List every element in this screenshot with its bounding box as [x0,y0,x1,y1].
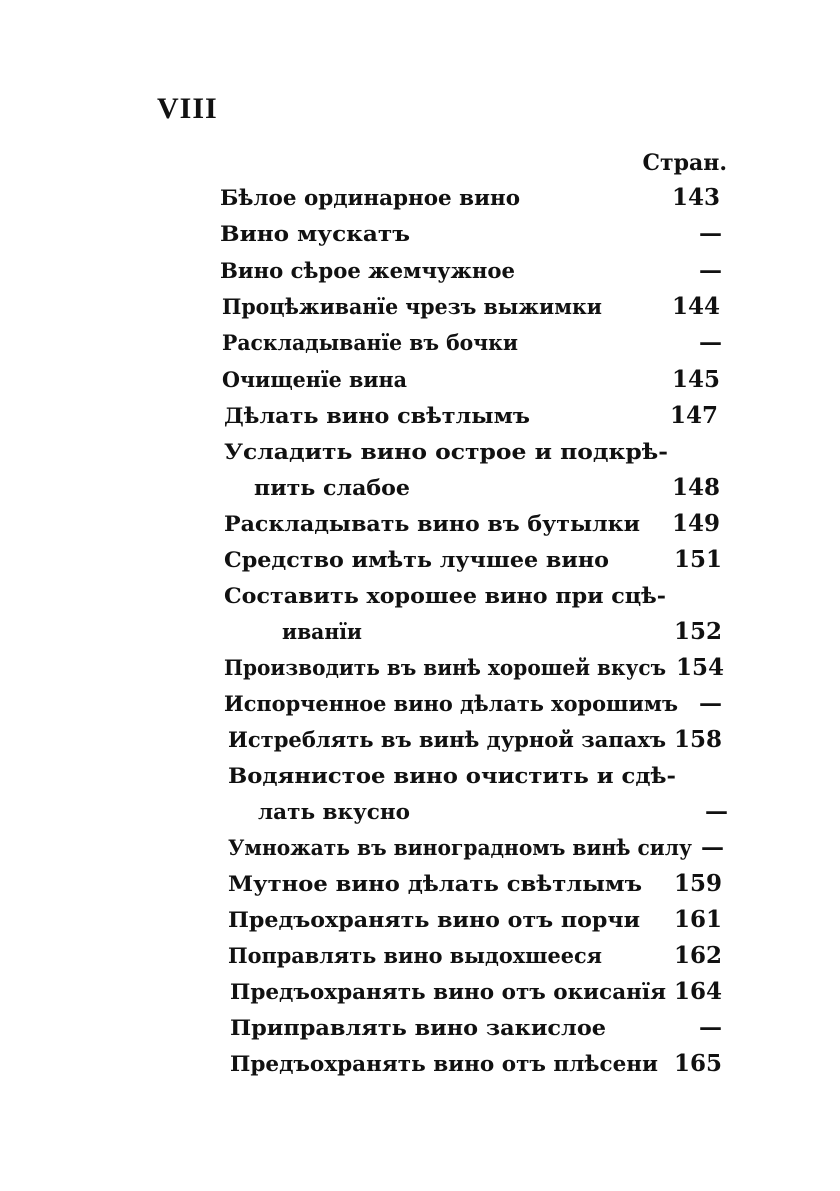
toc-entry [258,797,728,827]
toc-entry-title: Раскладывать вино въ бутылки [224,511,640,536]
toc-entry [224,689,722,719]
toc-entry-title: Вино сѣрое жемчужное [220,258,515,283]
toc-entry-title: Мутное вино дѣлать свѣтлымъ [228,871,642,896]
toc-entry-title: Приправлять вино закислое [230,1015,606,1040]
toc-entry-page: 152 [673,618,722,645]
toc-entry-title: Усладить вино острое и подкрѣ- [224,439,668,464]
toc-entry-title: Предъохранять вино отъ плѣсени [230,1051,658,1076]
toc-entry-page: — [699,690,722,717]
toc-entry [222,292,720,322]
toc-entry-page: 148 [671,474,720,501]
toc-entry-page: 165 [673,1050,722,1077]
toc-entry-title: Очищенїе вина [222,367,407,392]
toc-entry-page: 154 [675,654,724,681]
toc-entry-page: — [699,329,722,356]
toc-entry-title: Дѣлать вино свѣтлымъ [224,403,530,428]
toc-entry [224,653,724,683]
toc-entry [230,1049,722,1079]
toc-entry [228,869,722,899]
toc-entry-title: пить слабое [254,475,410,500]
toc-entry [220,219,722,249]
toc-entry-title: Вино мускатъ [220,221,410,246]
toc-entry-title: Составить хорошее вино при сцѣ- [224,583,666,608]
toc-entry-page: — [699,220,722,247]
toc-entry [222,328,722,358]
toc-entry-title: Производить въ винѣ хорошей вкусъ [224,655,666,680]
toc-entry [224,581,668,611]
toc-entry [224,509,720,539]
toc-entry-page: — [699,257,722,284]
toc-entry-page: — [699,1014,722,1041]
toc-entry [228,833,724,863]
toc-entry-title: Бѣлое ординарное вино [220,185,520,210]
toc-entry [220,256,722,286]
toc-entry-page: — [705,798,728,825]
toc-entry [282,617,722,647]
toc-entry-page: 162 [673,942,722,969]
toc-entry [224,437,672,467]
toc-entry [228,941,722,971]
toc-entry-page: — [701,834,724,861]
toc-entry-title: Средство имѣть лучшее вино [224,547,609,572]
toc-entry-title: Процѣживанїе чрезъ выжимки [222,294,602,319]
toc-entry-page: 149 [671,510,720,537]
toc-entry [228,725,722,755]
page-number: VIII [157,92,218,125]
toc-entry [230,977,722,1007]
toc-entry-page: 143 [671,184,720,211]
toc-entry-page: 151 [673,546,722,573]
toc-entry [230,1013,722,1043]
toc-entry-page: 158 [673,726,722,753]
toc-entry [224,545,722,575]
toc-entry-page: 145 [671,366,720,393]
toc-entry [224,401,718,431]
toc-entry-title: Испорченное вино дѣлать хорошимъ [224,691,678,716]
toc-entry-title: Предъохранять вино отъ порчи [228,907,640,932]
toc-entry [222,365,720,395]
toc-entry [220,183,720,213]
toc-entry-title: Водянистое вино очистить и сдѣ- [228,763,676,788]
toc-entry-title: Раскладыванїе въ бочки [222,330,518,355]
toc-entry-title: иванїи [282,619,362,644]
toc-entry [228,905,722,935]
toc-entry [254,473,720,503]
toc-entry-title: Поправлять вино выдохшееся [228,943,602,968]
toc-entry-page: 159 [673,870,722,897]
toc-entry-page: 161 [673,906,722,933]
toc-entry [228,761,676,791]
toc-entry-title: Умножать въ виноградномъ винѣ силу [228,835,692,860]
toc-entry-page: 144 [671,293,720,320]
toc-entry-title: Истреблять въ винѣ дурной запахъ [228,727,666,752]
toc-entry-page: 147 [669,402,718,429]
column-header-pages: Стран. [642,150,727,176]
toc-entry-title: лать вкусно [258,799,410,824]
toc-entry-page: 164 [673,978,722,1005]
toc-entry-title: Предъохранять вино отъ окисанїя [230,979,666,1004]
